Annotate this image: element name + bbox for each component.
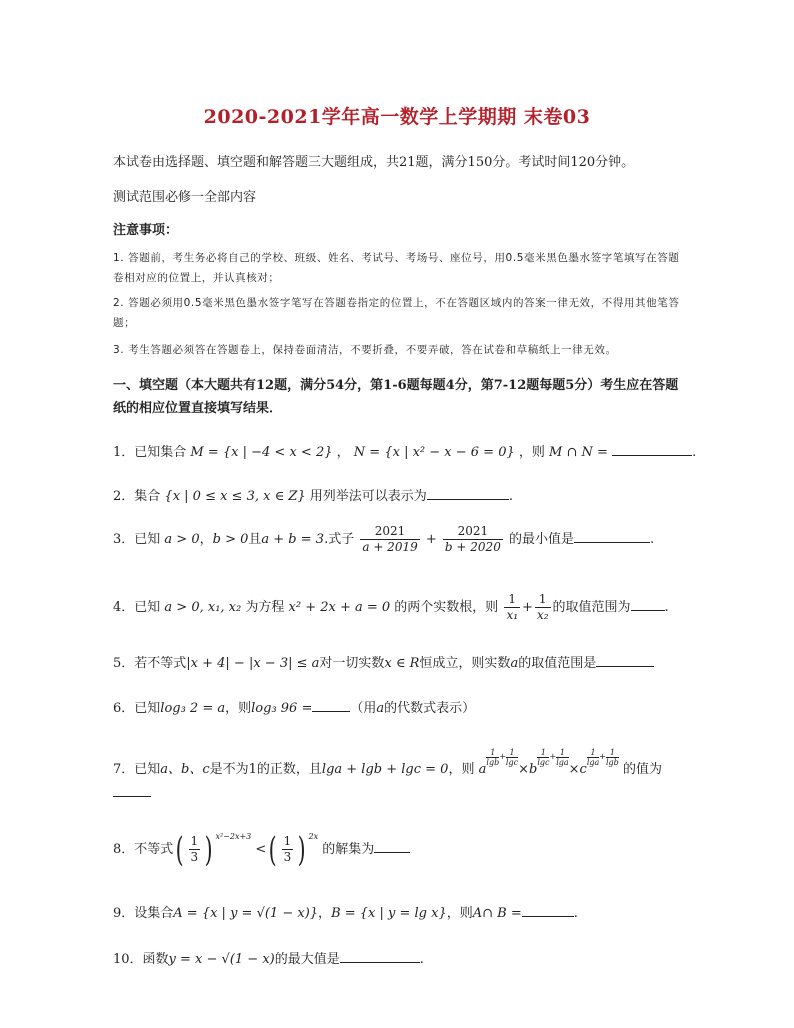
q7-exp-plus: + [549,752,557,761]
q9-set-b: B = {x | y = lg x} [331,906,447,921]
q5-post: 的取值范围是 [518,656,597,671]
notice-item-3: 3. 考生答题必须答在答题卷上，保持卷面清洁，不要折叠，不要弄破，答在试卷和草稿纸上一律无效。 [113,344,617,356]
q8-pre: 8．不等式 [113,842,174,857]
q9-ask: A∩ B = [472,906,522,921]
notice-heading: 注意事项： [113,223,179,238]
q2-answer-blank[interactable] [427,485,509,500]
q7-exp-num: 1 [559,748,565,757]
q3-post: 的最小值是 [508,532,574,547]
q7-exp-plus: + [599,752,606,761]
q5-answer-blank[interactable] [596,652,654,667]
q4-fraction-2 [535,592,551,623]
q2-pre: 2．集合 [113,489,161,504]
q7-exp-num: 1 [590,748,596,757]
q4-cond: a > 0, x₁, x₂ [164,600,242,615]
q7-base-c: c [579,762,587,777]
q1-expr: M ∩ N = [549,445,608,460]
q3-cond-b: b > 0 [212,532,249,547]
q3-and: 且 [248,532,262,547]
q3-fraction-2 [443,524,503,555]
question-8 [113,829,410,870]
q8-exponent-2: 2x [308,832,319,841]
q7-times: × [518,762,529,777]
q2-post: 用列举法可以表示为 [309,489,427,504]
q8-f2-denominator: 3 [283,850,292,864]
q6-answer-blank[interactable] [312,697,350,712]
q7-exp-num: 1 [609,748,615,757]
q8-f2-numerator: 1 [283,834,292,848]
q7-base-b: b [528,762,538,777]
q6-ask: log₃ 96 = [251,701,313,716]
q7-exp-b1 [537,748,549,767]
q10-post: 的最大值是 [274,952,340,967]
q3-answer-blank[interactable] [574,528,650,543]
q1-answer-blank[interactable] [612,441,692,456]
question-4 [113,592,669,623]
q8-answer-blank[interactable] [374,838,410,853]
q7-mid2: ，则 [448,762,475,777]
q1-end: . [692,445,697,460]
q7-mid1: 是不为1的正数，且 [209,762,322,777]
q7-pre: 7．已知 [113,762,161,777]
q8-fraction-1 [189,834,201,865]
q5-inequality: |x + 4| − |x − 3| ≤ a [186,656,320,671]
q3-f2-denominator: b + 2020 [444,540,501,554]
question-3 [113,524,654,555]
q6-mid: ，则 [225,701,252,716]
q4-equation: x² + 2x + a = 0 [288,600,391,615]
q7-exp-c1 [587,748,599,767]
q8-post: 的解集为 [322,842,375,857]
q5-mid2: 恒成立，则实数 [419,656,511,671]
q8-f1-denominator: 3 [190,850,199,864]
q4-answer-blank[interactable] [631,596,665,611]
q7-times: × [568,762,580,777]
q7-exp-den: lgb [605,758,619,767]
q7-post: 的值为 [622,762,662,777]
q7-exp-num: 1 [540,748,546,757]
question-10 [113,948,424,967]
q7-exp-den: lga [586,758,600,767]
notice-item-2: 2. 答题必须用0.5毫米黑色墨水签字笔写在答题卷指定的位置上，不在答题区域内的答案一律无效，不得用其他笔答题； [113,297,680,329]
q7-exp-den: lgc [537,758,550,767]
q5-a: a [510,656,519,671]
q9-set-a: A = {x | y = √(1 − x)} [173,906,319,921]
q3-sep: ， [199,532,213,547]
q4-mid: 为方程 [245,600,285,615]
question-5 [113,652,654,671]
q3-fraction-1 [360,524,419,555]
q6-end: 的代数式表示） [384,701,476,716]
q3-mid: .式子 [324,532,355,547]
q4-post2: 的取值范围为 [552,600,631,615]
q10-pre: 10．函数 [113,952,169,967]
q7-answer-blank[interactable] [113,782,151,797]
q3-f1-numerator: 2021 [374,524,406,538]
q3-f2-numerator: 2021 [457,524,489,538]
q3-sum: a + b = 3 [261,532,325,547]
q4-pre: 4．已知 [113,600,161,615]
q8-right-paren-2: ) [297,829,306,870]
q7-vars: a、b、c [160,762,210,777]
q9-pre: 9．设集合 [113,906,174,921]
q9-answer-blank[interactable] [522,902,574,917]
q1-set-m: M = {x | −4 < x < 2} [190,445,333,460]
q5-mid1: 对一切实数 [319,656,385,671]
section-heading: 一、填空题（本大题共有12题，满分54分，第1-6题每题4分，第7-12题每题5分）考生应在答题纸的相应位置直接填写结果． [113,378,679,416]
q1-post: ，则 [518,445,545,460]
q7-base-a: a [478,762,487,777]
q7-exp-den: lgb [486,758,500,767]
q7-exp-a2 [506,748,518,767]
q4-f2-denominator: x₂ [536,608,549,622]
q3-cond-a: a > 0 [164,532,200,547]
scope-line: 测试范围必修一全部内容 [113,190,257,205]
q7-exp-den: lga [556,758,569,767]
q6-a: a [376,701,385,716]
question-7 [113,748,662,777]
q7-exp-num: 1 [509,748,515,757]
q7-exp-num: 1 [490,748,496,757]
q7-exp-a1 [486,748,499,767]
q1-set-n: N = {x | x² − x − 6 = 0} [353,445,515,460]
q7-exp-plus: + [499,752,506,761]
intro-line: 本试卷由选择题、填空题和解答题三大题组成，共21题，满分150分。考试时间120分钟。 [113,155,635,170]
q4-fraction-1 [504,592,520,623]
q4-plus: + [522,600,533,615]
q3-f1-denominator: a + 2019 [362,540,418,554]
q10-answer-blank[interactable] [340,948,420,963]
notice-item-1: 1. 答题前，考生务必将自己的学校、班级、姓名、考试号、考场号、座位号，用0.5毫米黑色墨水签字笔填写在答题卷相对应的位置上，并认真核对； [113,252,680,284]
q2-set: {x | 0 ≤ x ≤ 3, x ∈ Z} [164,489,306,504]
q8-right-paren-1: ) [204,829,213,870]
q2-end: . [508,489,513,504]
q7-exp-c2 [606,748,619,767]
q9-end: . [573,906,578,921]
q8-f1-numerator: 1 [190,834,199,848]
q4-end: . [664,600,669,615]
q3-end: . [649,532,655,547]
q7-product-expression [478,748,619,777]
page-title: 2020-2021学年高一数学上学期期 末卷03 [203,106,591,128]
q8-fraction-2 [282,834,294,865]
q6-post: （用 [350,701,377,716]
q7-exp-den: lgc [505,758,519,767]
question-1 [113,441,696,460]
q4-f1-numerator: 1 [508,592,517,606]
question-9 [113,902,578,921]
q3-plus: + [425,532,437,547]
q7-equation: lga + lgb + lgc = 0 [321,762,449,777]
q4-post1: 的两个实数根，则 [394,600,499,615]
q1-sep: ， [336,445,350,460]
q8-less-than: < [255,842,267,857]
q8-exponent-1: x²−2x+3 [215,832,252,841]
q9-mid: ，则 [446,906,473,921]
q6-pre: 6．已知 [113,701,161,716]
q9-comma: ， [318,906,332,921]
q4-f2-numerator: 1 [538,592,547,606]
q4-f1-denominator: x₁ [506,608,519,622]
q3-pre: 3．已知 [113,532,161,547]
q8-left-paren-2: ( [268,829,277,870]
q5-pre: 5．若不等式 [113,656,187,671]
question-2 [113,485,513,504]
q7-exp-b2 [556,748,568,767]
q5-x-domain: x ∈ R [384,656,420,671]
q7-answer-line [113,782,151,801]
q1-pre: 1．已知集合 [113,445,187,460]
q10-end: . [419,952,424,967]
q6-given: log₃ 2 = a [160,701,226,716]
question-6 [113,697,475,716]
q8-left-paren-1: ( [175,829,184,870]
q10-function: y = x − √(1 − x) [168,952,275,967]
